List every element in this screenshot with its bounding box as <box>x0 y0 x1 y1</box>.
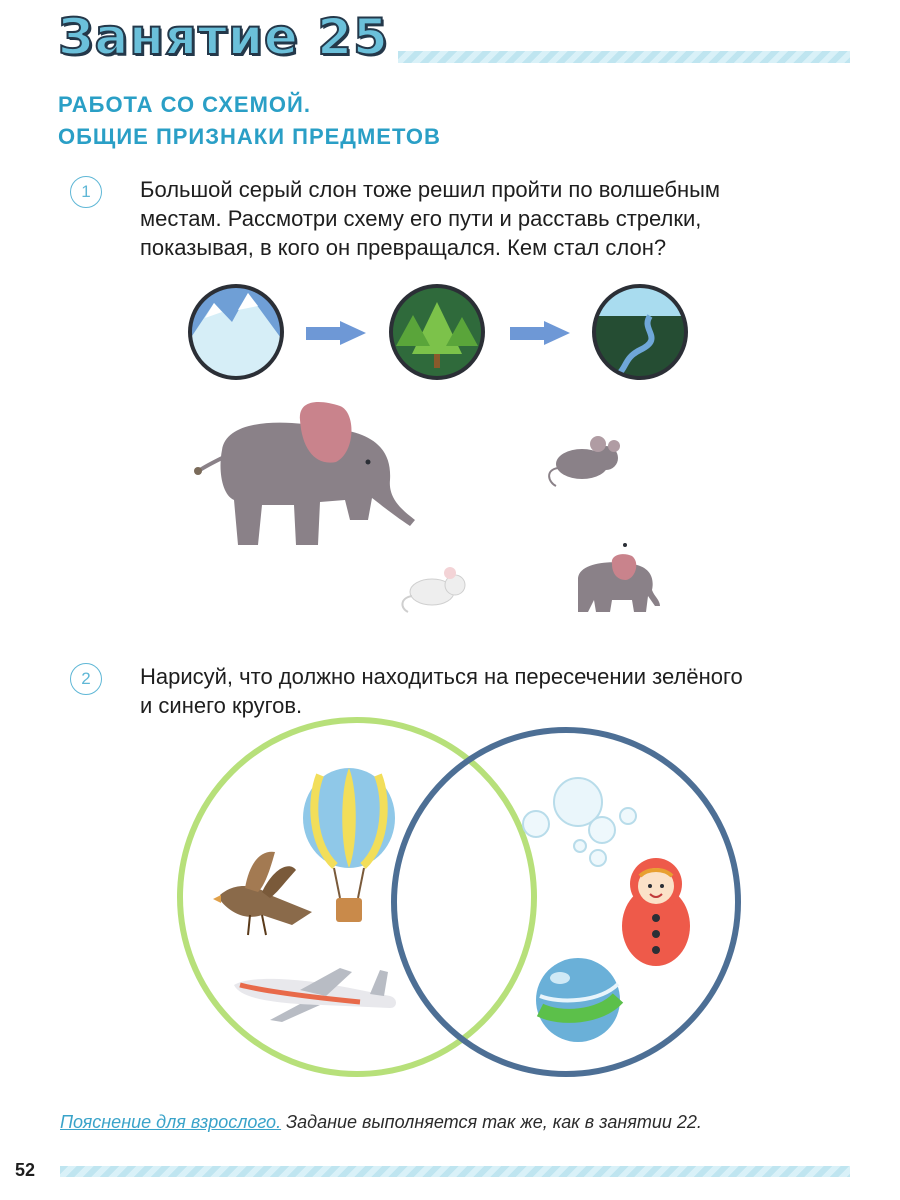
adult-note-label: Пояснение для взрослого. <box>60 1112 282 1132</box>
lesson-title: Занятие 25 <box>58 8 389 66</box>
ball-icon <box>536 958 620 1042</box>
page-number: 52 <box>15 1160 36 1180</box>
footer-stripe <box>60 1166 850 1177</box>
airplane-icon <box>234 968 396 1022</box>
soap-bubbles-icon <box>523 778 636 866</box>
roly-poly-doll-icon <box>622 858 690 966</box>
bird-icon <box>213 852 312 935</box>
task-2-text-line-1: Нарисуй, что должно находиться на пересечении зелёного <box>140 664 743 689</box>
task-1-text-line-3: показывая, в кого он превращался. Кем стал слон? <box>140 235 667 260</box>
subtitle-line-1: РАБОТА СО СХЕМОЙ. <box>58 92 311 117</box>
task-2-text-line-2: и синего кругов. <box>140 693 303 718</box>
task-1-number: 1 <box>70 176 102 208</box>
task-2-number: 2 <box>70 663 102 695</box>
balloon-icon <box>303 768 395 922</box>
subtitle-line-2: ОБЩИЕ ПРИЗНАКИ ПРЕДМЕТОВ <box>58 124 441 149</box>
adult-note <box>60 1112 702 1133</box>
task-1-text-line-1: Большой серый слон тоже решил пройти по волшебным <box>140 177 721 202</box>
adult-note-text: Задание выполняется так же, как в занятии 22. <box>281 1112 702 1132</box>
task-1-text-line-2: местам. Рассмотри схему его пути и расставь стрелки, <box>140 206 702 231</box>
